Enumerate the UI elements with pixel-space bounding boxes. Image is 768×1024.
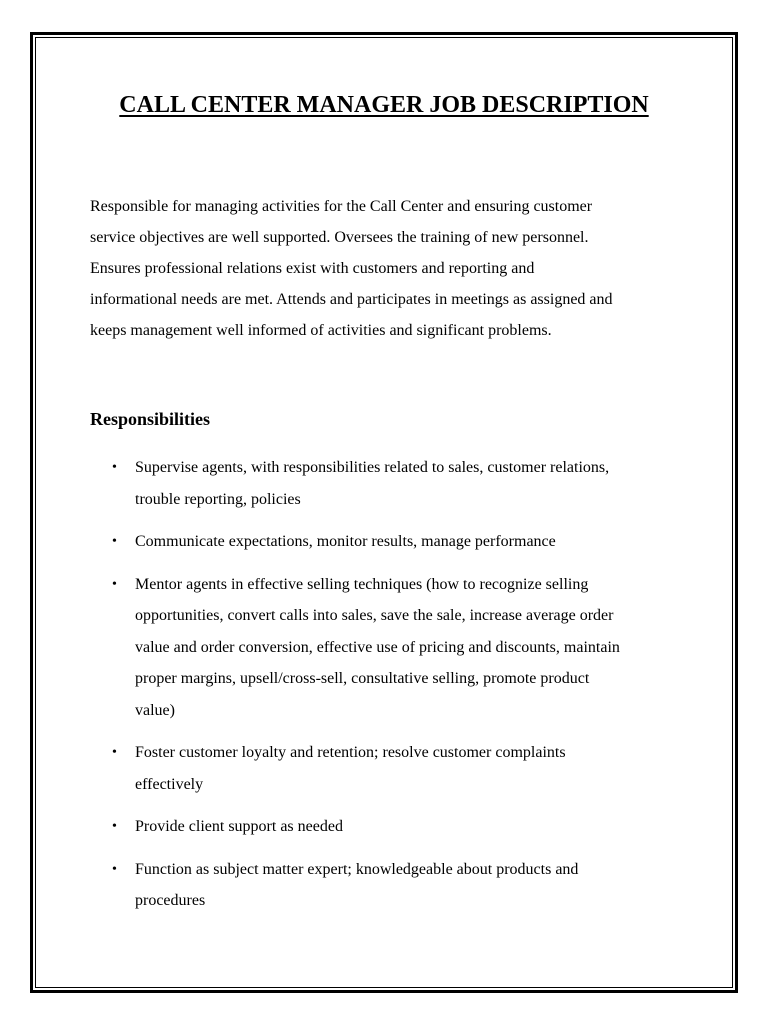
document-title: CALL CENTER MANAGER JOB DESCRIPTION [119, 92, 649, 118]
list-item-line: effectively [135, 775, 204, 793]
list-item [90, 737, 690, 800]
list-item-line: opportunities, convert calls into sales, save the sale, increase average order [135, 607, 614, 624]
list-item [90, 569, 690, 727]
bullet-icon: • [112, 460, 117, 475]
bullet-icon: • [112, 576, 117, 592]
list-item [90, 452, 690, 515]
intro-line: Responsible for managing activities for the Call Center and ensuring customer [90, 198, 593, 215]
list-item-line: Function as subject matter expert; knowledgeable about products and [135, 860, 579, 878]
list-item [90, 526, 690, 558]
list-item [90, 811, 690, 843]
list-item-line: proper margins, upsell/cross-sell, consultative selling, promote product [135, 670, 590, 687]
intro-line: Ensures professional relations exist with customers and reporting and [90, 260, 535, 277]
intro-line: keeps management well informed of activities and significant problems. [90, 322, 552, 339]
intro-line: service objectives are well supported. Oversees the training of new personnel. [90, 229, 589, 246]
responsibilities-heading: Responsibilities [90, 409, 211, 429]
bullet-icon: • [112, 534, 117, 549]
list-item-line: Foster customer loyalty and retention; resolve customer complaints [135, 744, 566, 761]
list-item [90, 854, 690, 917]
list-item-line: Supervise agents, with responsibilities related to sales, customer relations, [135, 459, 610, 476]
list-item-line: trouble reporting, policies [135, 490, 301, 508]
list-item-line: procedures [135, 892, 206, 909]
responsibilities-list [90, 452, 690, 928]
list-item-line: value) [135, 701, 175, 719]
bullet-icon: • [112, 861, 117, 877]
list-item-line: value and order conversion, effective use of pricing and discounts, maintain [135, 638, 620, 656]
bullet-icon: • [112, 745, 117, 760]
list-item-line: Mentor agents in effective selling techniques (how to recognize selling [135, 575, 589, 593]
list-item-line: Provide client support as needed [135, 818, 343, 835]
intro-line: informational needs are met. Attends and participates in meetings as assigned and [90, 291, 613, 308]
intro-paragraph [90, 191, 680, 346]
list-item-line: Communicate expectations, monitor results, manage performance [135, 533, 556, 550]
bullet-icon: • [112, 819, 117, 834]
